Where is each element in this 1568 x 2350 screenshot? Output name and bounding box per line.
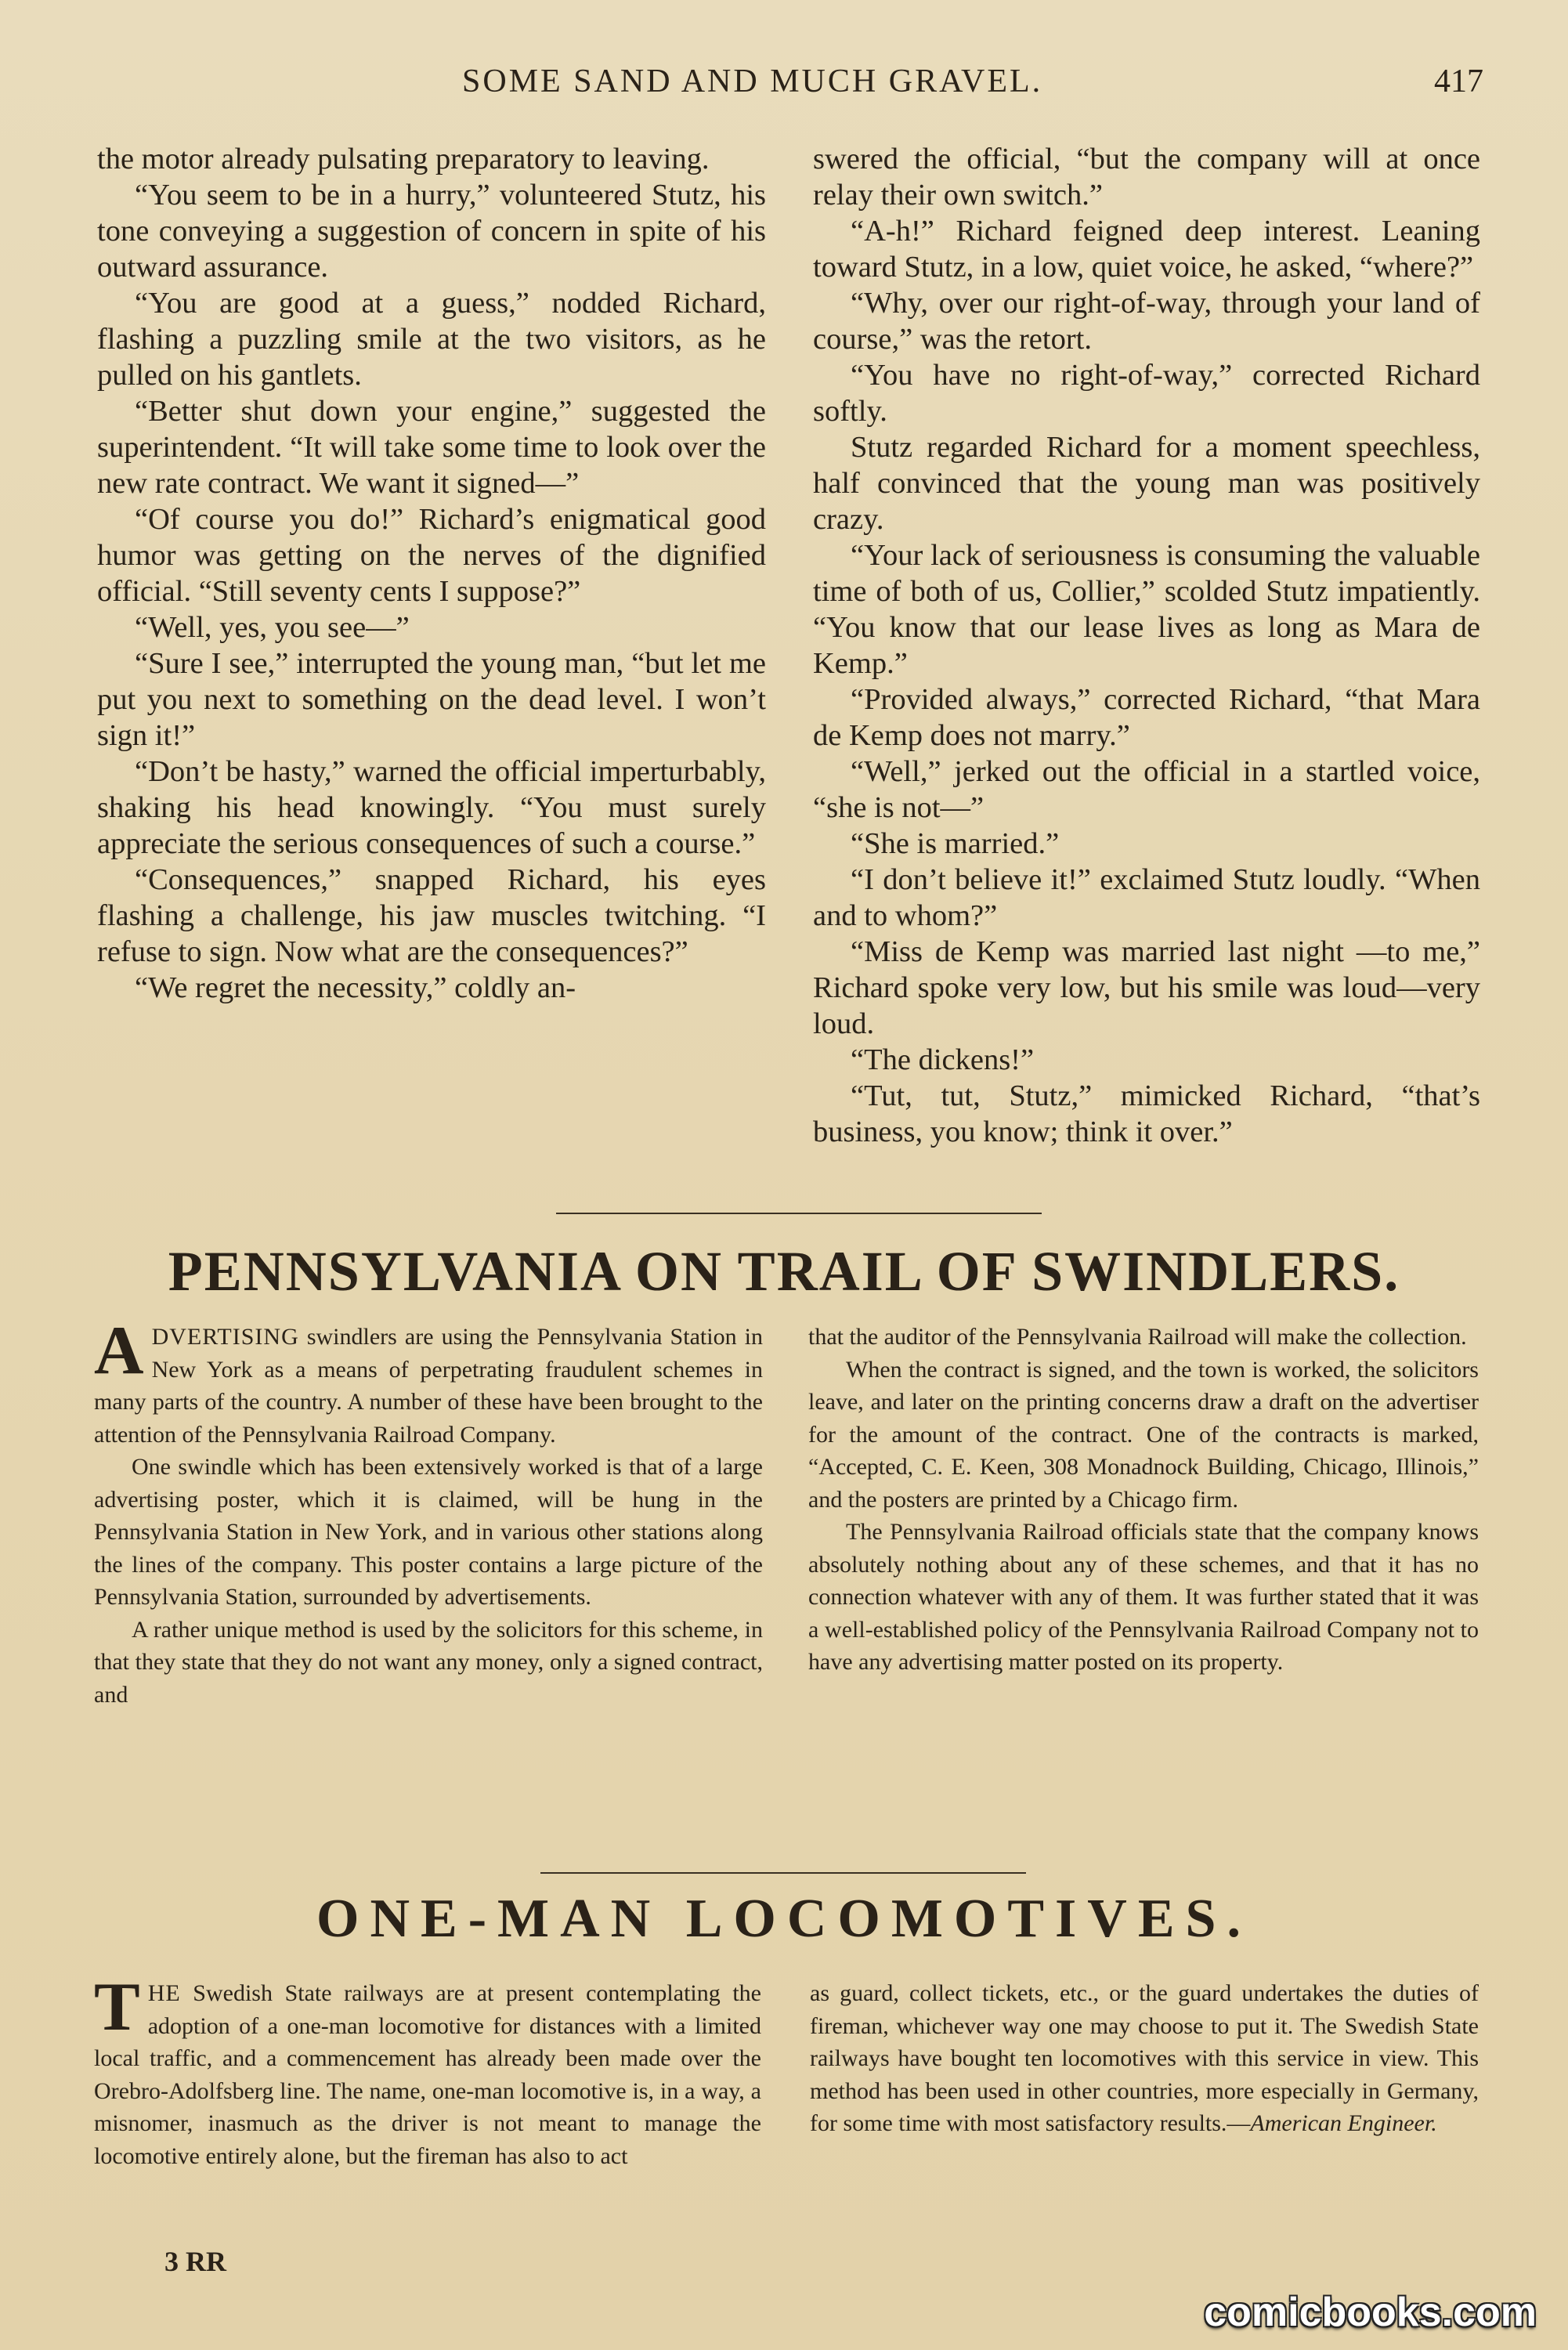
page-number: 417 [1434, 63, 1483, 99]
story-paragraph: “You seem to be in a hurry,” volunteered Stutz, his tone conveying a suggestion of concern in spite of his outward assurance. [97, 179, 766, 284]
story-paragraph: “Your lack of seriousness is consuming the valuable time of both of us, Collier,” scolded Stutz impatiently. “You know that our lease lives as long as Mara de Kemp.” [813, 539, 1480, 680]
article-lead-paragraph [94, 1969, 761, 2172]
story-paragraph: “We regret the necessity,” coldly an- [135, 971, 576, 1004]
story-paragraph: “Well,” jerked out the official in a startled voice, “she is not—” [813, 755, 1480, 824]
article-paragraph: A rather unique method is used by the solicitors for this scheme, in that they state that they do not want any money, only a signed contract, and [94, 1616, 763, 1708]
story-paragraph: “Of course you do!” Richard’s enigmatical good humor was getting on the nerves of the dignified official. “Still seventy cents I suppose?” [97, 503, 766, 608]
lead-text: Swedish State railways are at present contemplating the adoption of a one-man locomotive for distances with a limited local traffic, and a commencement has already been made over the Orebro-Adolfsberg line. The name, one-man locomotive is, in a way, a misnomer, inasmuch as the driver is not meant to manage the locomotive entirely alone, but the fireman has also to act [94, 1980, 761, 2169]
article-paragraph: When the contract is signed, and the town is worked, the solicitors leave, and later on the printing concerns draw a draft on the advertiser for the amount of the contract. One of the contracts is marked, “Accepted, C. E. Keen, 308 Monadnock Building, Chicago, Illinois,” and the posters are printed by a Chicago firm. [808, 1356, 1479, 1513]
article-right-column [810, 1977, 1479, 2140]
article-paragraph: that the auditor of the Pennsylvania Railroad will make the collection. [808, 1324, 1467, 1350]
story-paragraph: “Miss de Kemp was married last night —to me,” Richard spoke very low, but his smile was loud—very loud. [813, 935, 1480, 1040]
drop-cap: T [94, 1969, 140, 2045]
story-paragraph: “Sure I see,” interrupted the young man, “but let me put you next to something on the dead level. I won’t sign it!” [97, 647, 766, 752]
lead-caps: HE [147, 1980, 181, 2006]
article-source: American Engineer. [1250, 2110, 1437, 2136]
story-paragraph: “She is married.” [851, 827, 1060, 860]
signature-mark: 3 RR [164, 2246, 226, 2277]
story-paragraph: “Well, yes, you see—” [135, 611, 410, 644]
story-paragraph: the motor already pulsating preparatory to leaving. [97, 143, 710, 175]
story-paragraph: swered the official, “but the company will at once relay their own switch.” [813, 143, 1480, 212]
story-paragraph: “Provided always,” corrected Richard, “that Mara de Kemp does not marry.” [813, 683, 1480, 752]
article-left-column [94, 1313, 763, 1711]
story-right-column [813, 141, 1480, 1150]
story-paragraph: “A-h!” Richard feigned deep interest. Leaning toward Stutz, in a low, quiet voice, he asked, “where?” [813, 215, 1480, 284]
article-right-column [808, 1321, 1479, 1679]
story-paragraph: “Better shut down your engine,” suggested the superintendent. “It will take some time to look over the new rate contract. We want it signed—” [97, 395, 766, 500]
story-paragraph: “You have no right-of-way,” corrected Richard softly. [813, 359, 1480, 428]
lead-caps: DVERTISING [151, 1324, 299, 1350]
story-paragraph: “You are good at a guess,” nodded Richard, flashing a puzzling smile at the two visitors, as he pulled on his gantlets. [97, 287, 766, 392]
section-divider [556, 1213, 1042, 1214]
article-headline: ONE-MAN LOCOMOTIVES. [316, 1889, 1252, 1949]
story-paragraph: “The dickens!” [851, 1043, 1035, 1076]
story-left-column [97, 141, 766, 1006]
running-head [0, 63, 1568, 110]
story-paragraph: “I don’t believe it!” exclaimed Stutz loudly. “When and to whom?” [813, 863, 1480, 932]
story-paragraph: “Don’t be hasty,” warned the official imperturbably, shaking his head knowingly. “You must surely appreciate the serious consequences of such a course.” [97, 755, 766, 860]
drop-cap: A [94, 1313, 144, 1389]
running-title: SOME SAND AND MUCH GRAVEL. [462, 63, 1043, 99]
section-divider [540, 1872, 1026, 1874]
article-text: as guard, collect tickets, etc., or the guard undertakes the duties of fireman, whichever way one may choose to put it. The Swedish State railways have bought ten locomotives with this service in view. This method has been used in other countries, more especially in Germany, for some time with most satisfactory results.— [810, 1980, 1479, 2136]
article-paragraph [810, 1977, 1479, 2140]
article-paragraph: One swindle which has been extensively worked is that of a large advertising poster, which it is claimed, will be hung in the Pennsylvania Station in New York, and in various other stations along the lines of the company. This poster contains a large picture of the Pennsylvania Station, surrounded by advertisements. [94, 1454, 763, 1610]
lead-text: swindlers are using the Pennsylvania Station in New York as a means of perpetrating fraudulent schemes in many parts of the country. A number of these have been brought to the attention of the Pennsylvania Railroad Company. [94, 1324, 763, 1448]
story-paragraph: “Consequences,” snapped Richard, his eyes flashing a challenge, his jaw muscles twitching. “I refuse to sign. Now what are the consequences?” [97, 863, 766, 968]
article-lead-paragraph [94, 1313, 763, 1451]
watermark: comicbooks.com [1204, 2290, 1537, 2335]
article-left-column [94, 1969, 761, 2172]
story-paragraph: “Why, over our right-of-way, through your land of course,” was the retort. [813, 287, 1480, 356]
story-paragraph: Stutz regarded Richard for a moment speechless, half convinced that the young man was positively crazy. [813, 431, 1480, 536]
story-paragraph: “Tut, tut, Stutz,” mimicked Richard, “that’s business, you know; think it over.” [813, 1079, 1480, 1148]
article-paragraph: The Pennsylvania Railroad officials state that the company knows absolutely nothing about any of these schemes, and that it has no connection whatever with any of them. It was further stated that it was a well-established policy of the Pennsylvania Railroad Company not to have any advertising matter posted on its property. [808, 1519, 1479, 1675]
article-headline: PENNSYLVANIA ON TRAIL OF SWINDLERS. [168, 1240, 1400, 1303]
